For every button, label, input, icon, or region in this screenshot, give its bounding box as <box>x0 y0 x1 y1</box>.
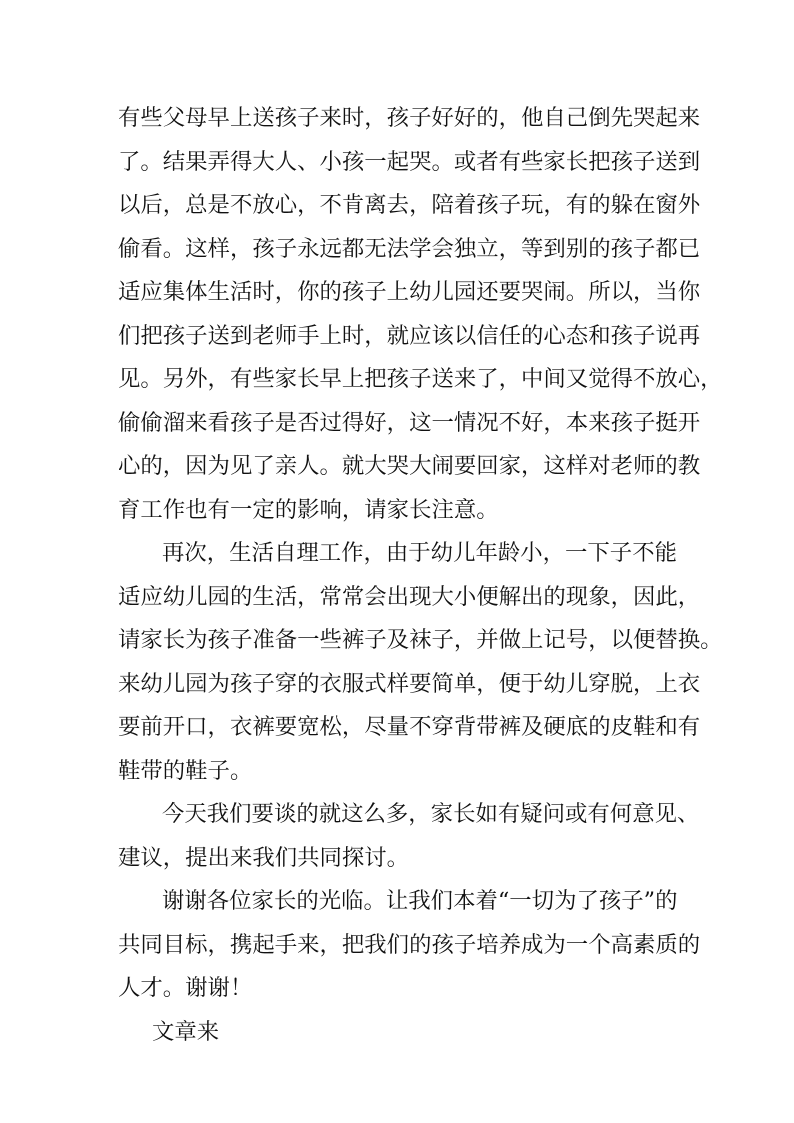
text-line: 鞋带的鞋子。 <box>118 758 253 784</box>
text-line: 人才。谢谢！ <box>118 975 253 1001</box>
text-line: 来幼儿园为孩子穿的衣服式样要简单，便于幼儿穿脱，上衣 <box>118 671 701 697</box>
text-line: 文章来 <box>152 1019 220 1045</box>
text-line: 适应集体生活时，你的孩子上幼儿园还要哭闹。所以，当你 <box>118 279 701 305</box>
text-line: 要前开口，衣裤要宽松，尽量不穿背带裤及硬底的皮鞋和有 <box>118 714 701 740</box>
text-line: 有些父母早上送孩子来时，孩子好好的，他自己倒先哭起来 <box>118 105 701 131</box>
text-line: 共同目标，携起手来，把我们的孩子培养成为一个高素质的 <box>118 932 701 958</box>
text-line: 适应幼儿园的生活，常常会出现大小便解出的现象，因此， <box>118 584 701 610</box>
text-line: 了。结果弄得大人、小孩一起哭。或者有些家长把孩子送到 <box>118 149 701 175</box>
text-line: 见。另外，有些家长早上把孩子送来了，中间又觉得不放心， <box>118 366 723 392</box>
text-line: 偷偷溜来看孩子是否过得好，这一情况不好，本来孩子挺开 <box>118 410 701 436</box>
text-line: 以后，总是不放心，不肯离去，陪着孩子玩，有的躲在窗外 <box>118 192 701 218</box>
text-line: 请家长为孩子准备一些裤子及袜子，并做上记号，以便替换。 <box>118 627 723 653</box>
text-line: 谢谢各位家长的光临。让我们本着“一切为了孩子”的 <box>162 888 678 914</box>
text-line: 建议，提出来我们共同探讨。 <box>118 845 410 871</box>
text-line: 心的，因为见了亲人。就大哭大闹要回家，这样对老师的教 <box>118 453 701 479</box>
text-line: 育工作也有一定的影响，请家长注意。 <box>118 497 499 523</box>
text-line: 今天我们要谈的就这么多，家长如有疑问或有何意见、 <box>162 801 700 827</box>
text-line: 们把孩子送到老师手上时，就应该以信任的心态和孩子说再 <box>118 323 701 349</box>
text-line: 偷看。这样，孩子永远都无法学会独立，等到别的孩子都已 <box>118 236 701 262</box>
text-line: 再次，生活自理工作，由于幼儿年龄小，一下子不能 <box>162 540 677 566</box>
